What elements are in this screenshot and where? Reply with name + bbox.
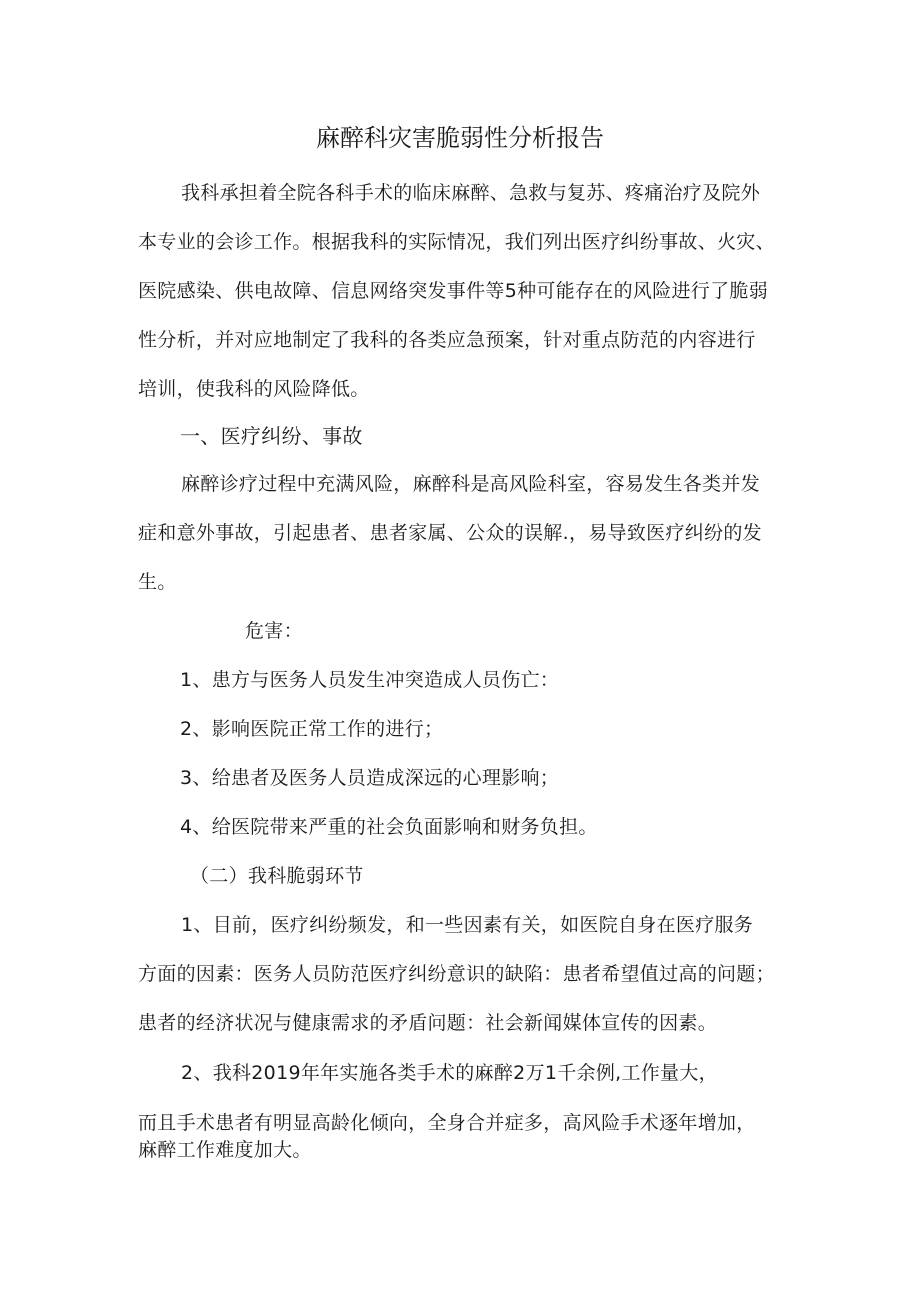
section-heading: 一、医疗纠纷、事故 <box>180 424 363 448</box>
harm-label: 危害： <box>245 620 303 642</box>
point-line: 2、我科2019年年实施各类手术的麻醉2万1千余例,工作量大， <box>181 1062 718 1084</box>
subheading: （二）我科脆弱环节 <box>190 865 364 887</box>
point-line: 1、目前，医疗纠纷频发，和一些因素有关，如医院自身在医疗服务 <box>181 914 754 936</box>
section-paragraph-line: 麻醉诊疗过程中充满风险，麻醉科是高风险科室，容易发生各类并发 <box>181 473 761 495</box>
point-line: 而且手术患者有明显高龄化倾向，全身合并症多，高风险手术逐年增加， <box>138 1112 756 1134</box>
intro-line: 本专业的会诊工作。根据我科的实际情况，我们列出医疗纠纷事故、火灾、 <box>138 231 775 253</box>
intro-line: 我科承担着全院各科手术的临床麻醉、急救与复苏、疼痛治疗及院外 <box>181 182 761 204</box>
point-line: 麻醉工作难度加大。 <box>138 1139 312 1161</box>
harm-item: 4、给医院带来严重的社会负面影响和财务负担。 <box>180 816 598 838</box>
intro-line: 性分析，并对应地制定了我科的各类应急预案，针对重点防范的内容进行 <box>138 329 756 351</box>
intro-line: 医院感染、供电故障、信息网络突发事件等5种可能存在的风险进行了脆弱 <box>138 280 768 302</box>
harm-item: 3、给患者及医务人员造成深远的心理影响； <box>180 767 560 789</box>
harm-item: 1、患方与医务人员发生冲突造成人员伤亡： <box>180 669 560 691</box>
harm-item: 2、影响医院正常工作的进行； <box>180 718 444 740</box>
intro-line: 培训，使我科的风险降低。 <box>138 378 370 400</box>
section-paragraph-line: 生。 <box>138 571 177 593</box>
point-line: 方面的因素：医务人员防范医疗纠纷意识的缺陷：患者希望值过高的问题； <box>138 963 775 985</box>
document-title: 麻醉科灾害脆弱性分析报告 <box>316 124 604 152</box>
point-line: 患者的经济状况与健康需求的矛盾问题：社会新闻媒体宣传的因素。 <box>138 1012 718 1034</box>
section-paragraph-line: 症和意外事故，引起患者、患者家属、公众的误解.，易导致医疗纠纷的发 <box>138 522 762 544</box>
